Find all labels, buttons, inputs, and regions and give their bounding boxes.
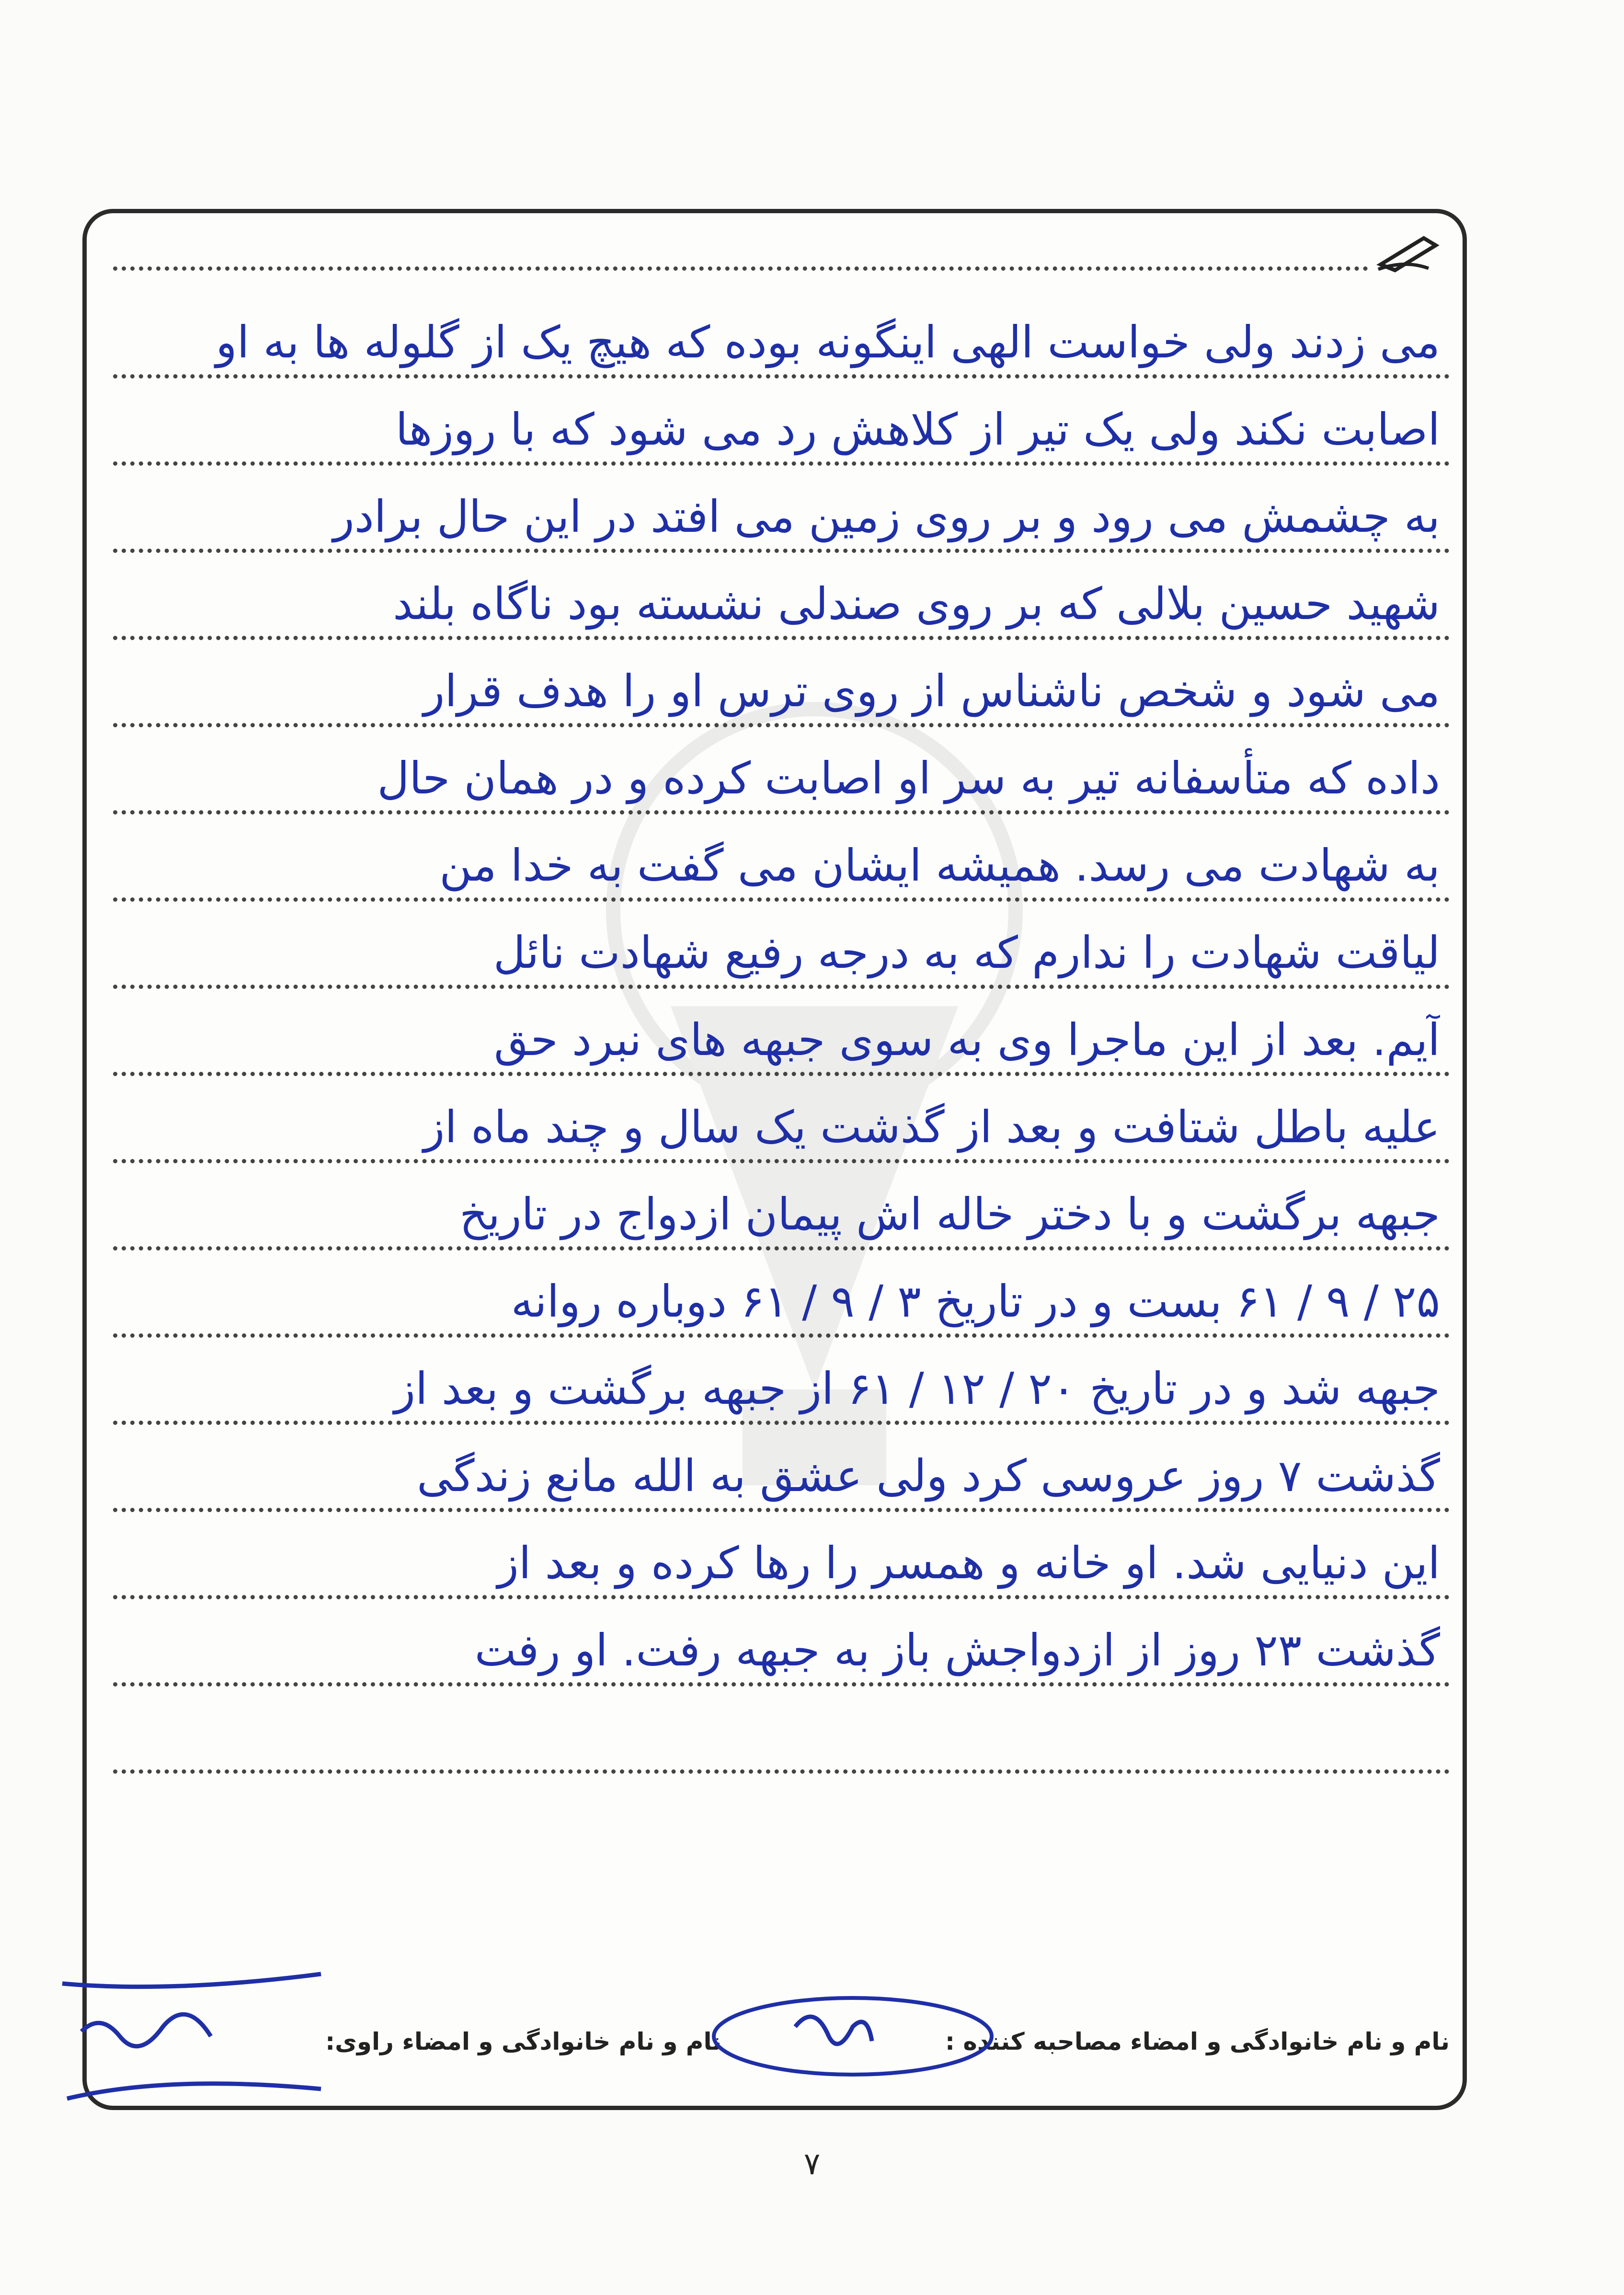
narrator-signature — [53, 1955, 340, 2127]
handwritten-text: علیه باطل شتافت و بعد از گذشت یک سال و چند ماه از — [423, 1102, 1440, 1153]
dotted-rule — [113, 1246, 1450, 1251]
handwritten-text: می زدند ولی خواست الهی اینگونه بوده که هیچ یک از گلوله ها به او — [216, 317, 1440, 368]
header-dotted-line — [113, 266, 1368, 271]
text-line — [113, 1169, 1450, 1251]
interviewer-signature — [709, 1984, 1092, 2089]
dotted-rule — [113, 636, 1450, 640]
handwritten-text: به شهادت می رسد. همیشه ایشان می گفت به خدا من — [439, 840, 1440, 891]
handwritten-text: لیاقت شهادت را ندارم که به درجه رفیع شهادت نائل — [493, 927, 1440, 978]
dotted-rule — [113, 374, 1450, 379]
text-line — [113, 646, 1450, 727]
handwritten-text: جبهه شد و در تاریخ ۲۰ / ۱۲ / ۶۱ از جبهه برگشت و بعد از — [394, 1363, 1440, 1414]
dotted-rule — [113, 1333, 1450, 1338]
dotted-rule — [113, 549, 1450, 553]
dotted-rule — [113, 1421, 1450, 1425]
handwritten-text: داده که متأسفانه تیر به سر او اصابت کرده و در همان حال — [377, 753, 1440, 804]
text-line — [113, 1256, 1450, 1338]
dotted-rule — [113, 1072, 1450, 1076]
dotted-rule — [113, 897, 1450, 902]
text-line — [113, 1518, 1450, 1599]
text-line — [113, 559, 1450, 640]
handwritten-text: ۲۵ / ۹ / ۶۱ بست و در تاریخ ۳ / ۹ / ۶۱ دوباره روانه — [511, 1276, 1440, 1327]
handwritten-text: جبهه برگشت و با دختر خاله اش پیمان ازدواج در تاریخ — [459, 1189, 1440, 1240]
handwritten-text: گذشت ۷ روز عروسی کرد ولی عشق به الله مانع زندگی — [417, 1450, 1440, 1502]
text-line — [113, 1082, 1450, 1163]
handwritten-text: می شود و شخص ناشناس از روی ترس او را هدف قرار — [423, 666, 1440, 717]
handwritten-text: آیم. بعد از این ماجرا وی به سوی جبهه های نبرد حق — [494, 1014, 1440, 1066]
dotted-rule — [113, 1508, 1450, 1512]
dotted-rule — [113, 1159, 1450, 1163]
narrator-label: نام و نام خانوادگی و امضاء راوی: — [325, 2028, 721, 2055]
dotted-rule — [113, 1682, 1450, 1687]
handwritten-text: شهید حسین بلالی که بر روی صندلی نشسته بود ناگاه بلند — [393, 578, 1440, 630]
text-line — [113, 907, 1450, 989]
text-line — [113, 995, 1450, 1076]
dotted-rule — [113, 461, 1450, 466]
text-line — [113, 1605, 1450, 1687]
text-line — [113, 1343, 1450, 1425]
interviewer-label: نام و نام خانوادگی و امضاء مصاحبه کننده : — [945, 2028, 1450, 2055]
text-line — [113, 1431, 1450, 1512]
text-line — [113, 297, 1450, 379]
text-line — [113, 733, 1450, 815]
dotted-rule — [113, 723, 1450, 727]
dotted-rule — [113, 1595, 1450, 1599]
dotted-rule — [113, 810, 1450, 815]
text-line — [113, 820, 1450, 902]
text-line — [113, 384, 1450, 466]
pen-icon — [1376, 231, 1443, 274]
handwritten-text: گذشت ۲۳ روز از ازدواجش باز به جبهه رفت. او رفت — [474, 1625, 1440, 1676]
text-line — [113, 1692, 1450, 1774]
handwritten-text: این دنیایی شد. او خانه و همسر را رها کرده و بعد از — [497, 1538, 1440, 1589]
dotted-rule — [113, 985, 1450, 989]
handwritten-text: اصابت نکند ولی یک تیر از کلاهش رد می شود که با روزها — [395, 404, 1440, 455]
dotted-rule — [113, 1769, 1450, 1774]
text-line — [113, 471, 1450, 553]
handwritten-text: به چشمش می رود و بر روی زمین می افتد در این حال برادر — [333, 491, 1440, 542]
page-number: ۷ — [803, 2146, 821, 2182]
